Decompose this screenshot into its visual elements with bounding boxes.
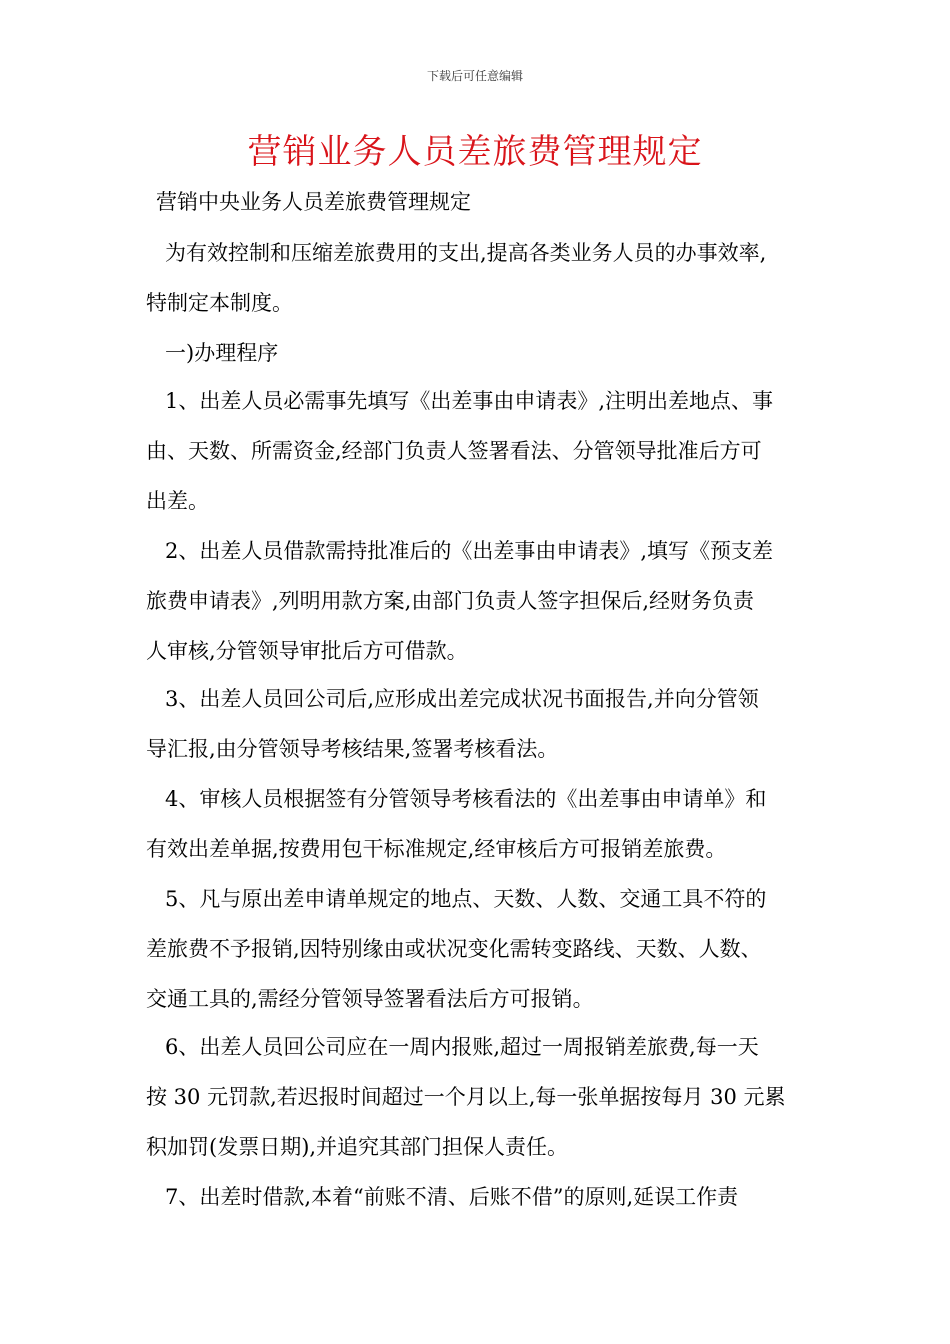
paragraph-line: 5、凡与原出差申请单规定的地点、天数、人数、交通工具不符的 <box>165 887 767 911</box>
paragraph-line: 按 30 元罚款,若迟报时间超过一个月以上,每一张单据按每月 30 元累 <box>146 1085 786 1109</box>
document-title: 营销业务人员差旅费管理规定 <box>247 132 703 172</box>
section-heading: 一)办理程序 <box>165 341 279 365</box>
paragraph-line: 差旅费不予报销,因特别缘由或状况变化需转变路线、天数、人数、 <box>146 937 762 961</box>
paragraph-line: 7、出差时借款,本着“前账不清、后账不借”的原则,延误工作责 <box>165 1185 739 1209</box>
paragraph-line: 由、天数、所需资金,经部门负责人签署看法、分管领导批准后方可 <box>146 439 762 463</box>
paragraph-line: 4、审核人员根据签有分管领导考核看法的《出差事由申请单》和 <box>165 787 767 811</box>
paragraph-line: 2、出差人员借款需持批准后的《出差事由申请表》,填写《预支差 <box>165 539 774 563</box>
paragraph-line: 积加罚(发票日期),并追究其部门担保人责任。 <box>146 1135 569 1159</box>
page-header-note: 下载后可任意编辑 <box>426 69 523 83</box>
paragraph-line: 6、出差人员回公司应在一周内报账,超过一周报销差旅费,每一天 <box>165 1035 759 1059</box>
paragraph-line: 1、出差人员必需事先填写《出差事由申请表》,注明出差地点、事 <box>165 389 774 413</box>
paragraph-line: 交通工具的,需经分管领导签署看法后方可报销。 <box>146 987 594 1011</box>
paragraph-line: 出差。 <box>146 489 209 513</box>
paragraph-line: 特制定本制度。 <box>146 291 293 315</box>
subtitle-line: 营销中央业务人员差旅费管理规定 <box>156 190 471 214</box>
paragraph-line: 为有效控制和压缩差旅费用的支出,提高各类业务人员的办事效率, <box>165 241 767 265</box>
paragraph-line: 3、出差人员回公司后,应形成出差完成状况书面报告,并向分管领 <box>165 687 759 711</box>
paragraph-line: 导汇报,由分管领导考核结果,签署考核看法。 <box>146 737 559 761</box>
paragraph-line: 有效出差单据,按费用包干标准规定,经审核后方可报销差旅费。 <box>146 837 727 861</box>
paragraph-line: 旅费申请表》,列明用款方案,由部门负责人签字担保后,经财务负责 <box>146 589 755 613</box>
paragraph-line: 人审核,分管领导审批后方可借款。 <box>146 639 468 663</box>
